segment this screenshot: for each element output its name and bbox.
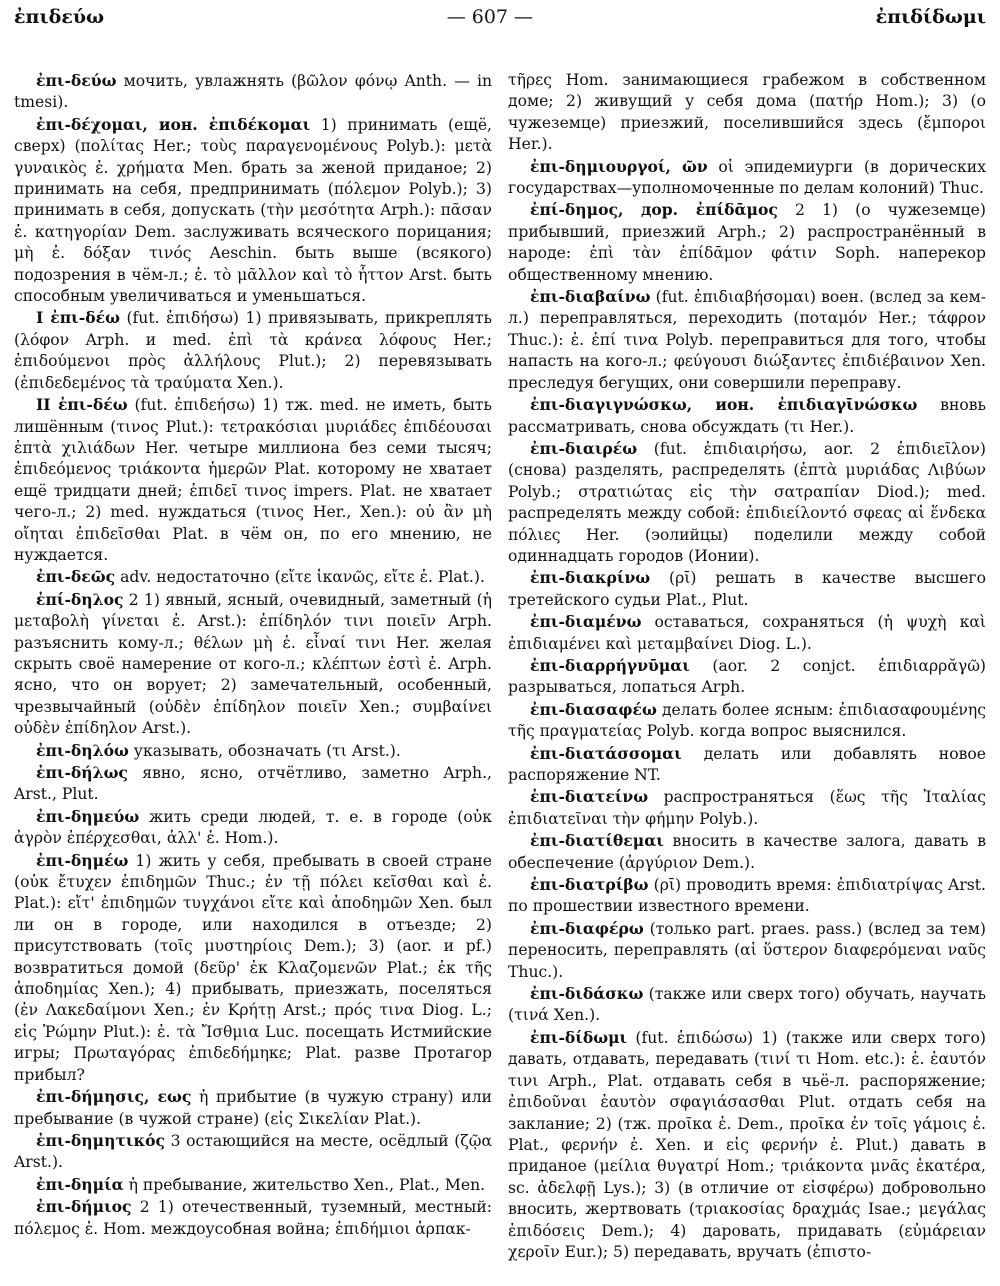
entry-headword: ἐπι-διασαφέω: [530, 699, 657, 719]
entry-headword: ἐπι-διατίθεμαι: [530, 831, 664, 851]
dictionary-entry: [14, 589, 492, 740]
entry-headword: ἐπι-διαιρέω: [530, 438, 638, 458]
header-left-word: ἐπιδεύω: [14, 6, 105, 28]
entry-definition: (fut. ἐπιδεήσω) 1) тж. med. не иметь, быть лишённым (τινος Plut.): τετρακόσιαι μυριάδες ἐπιδέουσαι ἑπτὰ χιλιάδων Her. четыре миллиона без семи тысяч; ἐπιδεόμενος τριάκοντα ἡμερῶν Plat. которому не хватает ещё тридцати дней; ἐπιδεῖ τινος impers. Plat. не хватает чего-л.; 2) med. нуждаться (τινος Her., Xen.): οὐ ἂν μὴ οἴηται ἐπιδεῖσθαι Plat. в чём он, по его мнению, не нуждается.: [14, 396, 492, 564]
entry-headword: ἐπι-διαφέρω: [530, 918, 644, 938]
entry-headword: ἐπι-διδάσκω: [530, 984, 644, 1004]
dictionary-entry: [14, 394, 492, 566]
entry-headword: ἐπι-διαβαίνω: [530, 287, 651, 307]
entry-definition: 1) жить у себя, пребывать в своей стране (οὐκ ἔτυχεν ἐπιδημῶν Thuc.; ἐν τῇ πόλει κεῖσθαι καὶ ἐ. Plat.): εἴτ' ἐπιδημῶν τυγχάνοι εἴτε καὶ ἀποδημῶν Xen. был ли он в городе, или находился в отъезде; 2) присутствовать (τοῖς μυστηρίοις Dem.); 3) (aor. и pf.) возвратиться домой (δεῦρ' ἐκ Κλαζομενῶν Plat.; ἐκ τῆς ἀποδημίας Xen.); 4) прибывать, приезжать, поселяться (ἐν Λακεδαίμονι Xen.; ἐν Κρήτῃ Arst.; πρός τινα Diog. L.; εἰς Ῥώμην Plut.): ἐ. τὰ Ἴσθμια Luc. посещать Истмийские игры; Πρωταγόρας ἐπιδεδήμηκε; Plat. разве Протагор прибыл?: [14, 851, 492, 1084]
dictionary-entry: [14, 1174, 492, 1196]
entry-headword: ἐπι-δήμιος: [36, 1197, 132, 1217]
entry-definition: οἱ эпидемиурги (в дорических государствах—уполномоченные по делам колоний) Thuc.: [508, 157, 986, 198]
entry-definition: 2 1) явный, ясный, очевидный, заметный (ἡ μεταβολὴ γίνεται ἐ. Arst.): ἐπίδηλόν τινι ποιεῖν Arph. разъяснить кому-л.; θέλων μὴ ἐ. εἶναί τινι Her. желая скрыть своё намерение от кого-л.; κλέπτων ἐστὶ ἐ. Arph. ясно, что он ворует; 2) замечательный, особенный, чрезвычайный (οὐδὲν ἐπίδηλον ποιεῖν Xen.; συμβαίνει οὐδὲν ἐπίδηλον Arst.).: [14, 590, 492, 738]
entry-definition: указывать, обозначать (τι Arst.).: [128, 741, 401, 760]
entry-definition: (только part. praes. pass.) (вслед за тем) переносить, переправлять (αἱ ὕστερον διαφερόμεναι ναῦς Thuc.).: [508, 919, 986, 981]
dictionary-entry: [14, 70, 492, 114]
entry-headword: ἐπί-δηλος: [36, 589, 124, 609]
dictionary-entry: [508, 1027, 986, 1263]
page-number: — 607 —: [446, 6, 534, 28]
entry-definition: 2 1) (о чужеземце) прибывший, приезжий Arph.; 2) распространённый в народе: ἐπὶ τὰν ἐπίδᾱμον φάτιν Soph. наперекор общественному мнению.: [508, 201, 986, 284]
entry-definition: (fut. ἐπιδιαιρήσω, aor. 2 ἐπιδιεῖλον) (снова) разделять, распределять (ἑπτὰ μυριάδας Λιβύων Polyb.; στρατιώτας εἰς τὴν σατραπίαν Diod.); med. распределять между собой: ἐπιδιείλοντό σφεας αἱ ἕνδεκα πόλιες Her. (эолийцы) поделили между собой одиннадцать городов (Ионии).: [508, 439, 986, 565]
columns: [14, 70, 986, 1270]
entry-definition: τῆρες Hom. занимающиеся грабежом в собственном доме; 2) живущий у себя дома (πατήρ Hom.); 3) (о чужеземце) приезжий, поселившийся здесь (ἔμποροι Her.).: [508, 71, 986, 154]
dictionary-entry: [508, 786, 986, 830]
entry-headword: ἐπι-δημέω: [36, 850, 129, 870]
entry-definition: вносить в качестве залога, давать в обеспечение (ἀργύριον Dem.).: [508, 832, 986, 872]
dictionary-entry: [508, 743, 986, 787]
entry-headword: ἐπι-δέχομαι, ион. ἐπιδέκομαι: [36, 114, 311, 134]
dictionary-entry: [14, 762, 492, 806]
dictionary-entry: [508, 438, 986, 567]
entry-headword: II ἐπι-δέω: [36, 395, 128, 415]
dictionary-entry: [14, 1130, 492, 1174]
entry-definition: adv. недостаточно (εἴτε ἱκανῶς, εἴτε ἐ. Plat.).: [115, 568, 485, 587]
dictionary-entry: [508, 699, 986, 743]
entry-definition: ἡ пребывание, жительство Xen., Plat., Men.: [123, 1175, 486, 1194]
dictionary-entry: [508, 611, 986, 655]
dictionary-entry: [14, 740, 492, 762]
entry-headword: ἐπι-διακρίνω: [530, 568, 651, 588]
entry-definition: 1) принимать (ещё, сверх) (πολίτας Her.; τοὺς παραγενομένους Polyb.): μετὰ γυναικὸς ἐ. χρήματα Men. брать за женой приданое; 2) принимать на себя, предпринимать (πόλεμον Polyb.); 3) принимать в себя, допускать (τὴν μεσότητα Arph.): πᾶσαν ἐ. κατηγορίαν Dem. заслуживать всяческого порицания; μὴ ἐ. δόξαν τινός Aeschin. быть выше (всякого) подозрения в чём-л.; ἐ. τὸ μᾶλλον καὶ τὸ ἧττον Arst. быть способным увеличиваться и уменьшаться.: [14, 115, 492, 306]
entry-headword: ἐπί-δημος, дор. ἐπίδᾱμος: [530, 200, 778, 220]
entry-definition: 3 остающийся на месте, осёдлый (ζῷα Arst.).: [14, 1131, 492, 1172]
dictionary-entry: [14, 114, 492, 308]
entry-headword: ἐπι-δεύω: [36, 71, 117, 90]
entry-definition: (fut. ἐπιδιαβήσομαι) воен. (вслед за кем-л.) переправляться, переходить (ποταμόν Her.; τάφρον Thuc.): ἐ. ἐπί τινα Polyb. переправиться для того, чтобы напасть на кого-л.; φεύγουσι διώξαντες ἐπιδιέβαινον Xen. преследуя бегущих, они совершили переправу.: [508, 288, 986, 392]
entry-definition: (ρῑ) решать в качестве высшего третейского судьи Plat., Plut.: [508, 569, 986, 609]
dictionary-entry: [508, 70, 986, 156]
dictionary-entry: [14, 806, 492, 850]
entry-definition: (ρῑ) проводить время: ἐπιδιατρίψας Arst. по прошествии известного времени.: [508, 876, 986, 916]
dictionary-entry: [508, 983, 986, 1027]
dictionary-entry: [14, 850, 492, 1086]
entry-definition: (fut. ἐπιδήσω) 1) привязывать, прикреплять (λόφον Arph. и med. ἐπὶ τὰ κράνεα λόφους Her.; ἐπιδούμενοι πρὸς ἀλλήλους Plut.); 2) перевязывать (ἐπιδεδεμένος τὰ τραύματα Xen.).: [14, 309, 492, 392]
header-right-word: ἐπιδίδωμι: [875, 6, 986, 28]
entry-headword: ἐπι-διατείνω: [530, 787, 649, 807]
entry-definition: распространяться (ἕως τῆς Ἰταλίας ἐπιδιατεῖναι τὴν φήμην Polyb.).: [508, 788, 986, 828]
entry-headword: ἐπι-δημιουργοί, ῶν: [530, 156, 708, 176]
entry-headword: ἐπι-δηλόω: [36, 740, 129, 760]
entry-headword: ἐπι-δίδωμι: [530, 1027, 628, 1047]
entry-headword: ἐπι-δημία: [36, 1174, 124, 1194]
entry-headword: ἐπι-διαγιγνώσκω, ион. ἐπιδιαγῑνώσκω: [530, 395, 918, 415]
entry-headword: ἐπι-διαμένω: [530, 612, 642, 632]
entry-headword: ἐπι-διατρίβω: [530, 875, 649, 895]
left-column: [14, 70, 492, 1270]
dictionary-entry: [508, 567, 986, 611]
entry-definition: делать более ясным: ἐπιδιασαφουμένης τῆς πραγματείας Polyb. когда вопрос выяснился.: [508, 700, 986, 741]
entry-headword: ἐπι-δεῶς: [36, 567, 116, 587]
entry-headword: ἐπι-δημεύω: [36, 806, 140, 826]
page-header: [14, 6, 986, 40]
entry-definition: (также или сверх того) обучать, научать (τινά Xen.).: [508, 985, 986, 1025]
right-column: [508, 70, 986, 1270]
dictionary-entry: [508, 156, 986, 200]
entry-definition: жить среди людей, т. е. в городе (οὐκ ἀγρὸν ἐπέρχεσθαι, ἀλλ' ἐ. Hom.).: [14, 807, 492, 848]
entry-headword: I ἐπι-δέω: [36, 308, 120, 328]
entry-headword: ἐπι-διαρρήγνῡμαι: [530, 655, 690, 675]
entry-definition: вновь рассматривать, снова обсуждать (τι Her.).: [508, 396, 986, 436]
entry-definition: явно, ясно, отчётливо, заметно Arph., Arst., Plut.: [14, 764, 492, 804]
entry-definition: мочить, увлажнять (βῶλον φόνῳ Anth. — in tmesi).: [14, 72, 492, 112]
entry-headword: ἐπι-δήλως: [36, 763, 128, 782]
dictionary-entry: [508, 394, 986, 438]
entry-headword: ἐπι-δήμησις, εως: [36, 1087, 192, 1107]
dictionary-entry: [14, 307, 492, 394]
entry-definition: оставаться, сохраняться (ἡ ψυχὴ καὶ ἐπιδιαμένει καὶ μεταμβαίνει Diog. L.).: [508, 613, 986, 653]
entry-definition: 2 1) отечественный, туземный, местный: πόλεμος ἐ. Hom. междоусобная война; ἐπιδήμιοι ἁρπακ-: [14, 1198, 492, 1238]
entry-headword: ἐπι-δημητικός: [36, 1130, 166, 1150]
dictionary-entry: [508, 918, 986, 983]
entry-definition: ἡ прибытие (в чужую страну) или пребывание (в чужой стране) (εἰς Σικελίαν Plat.).: [14, 1088, 492, 1128]
dictionary-entry: [14, 566, 492, 588]
dictionary-entry: [508, 830, 986, 874]
entry-definition: (aor. 2 conjct. ἐπιδιαρρᾰγῶ) разрываться, лопаться Arph.: [508, 656, 986, 697]
dictionary-entry: [508, 199, 986, 286]
dictionary-entry: [508, 655, 986, 699]
dictionary-entry: [14, 1196, 492, 1240]
entry-definition: (fut. ἐπιδώσω) 1) (также или сверх того) давать, отдавать, передавать (τινί τι Hom. etc.): ἐ. ἑαυτόν τινι Arph., Plat. отдавать себя в чьё-л. распоряжение; ἐπιδοῦναι ἑαυτὸν σφαγιάσασθαι Plut. отдать себя на заклание; 2) (тж. προῖκα ἐ. Dem., προῖκα ἐν τοῖς γάμοις ἐ. Plat., φερνήν ἐ. Xen. и εἰς φερνήν ἐ. Plut.) давать в приданое (μείλια θυγατρί Hom.; τριάκοντα μνᾶς ἑκατέρα, sc. ἀδελφῇ Lys.); 3) (в отличие от εἰσφέρω) добровольно вносить, жертвовать (τριακοσίας δραχμάς Isae.; μεγάλας ἐπιδόσεις Dem.); 4) даровать, придавать (εὐμάρειαν χεροῖν Eur.); 5) передавать, вручать (ἐπιστο-: [508, 1028, 986, 1261]
entry-headword: ἐπι-διατάσσομαι: [530, 743, 682, 763]
dictionary-entry: [14, 1086, 492, 1130]
entry-definition: делать или добавлять новое распоряжение NT.: [508, 744, 986, 784]
dictionary-entry: [508, 874, 986, 918]
dictionary-entry: [508, 286, 986, 394]
